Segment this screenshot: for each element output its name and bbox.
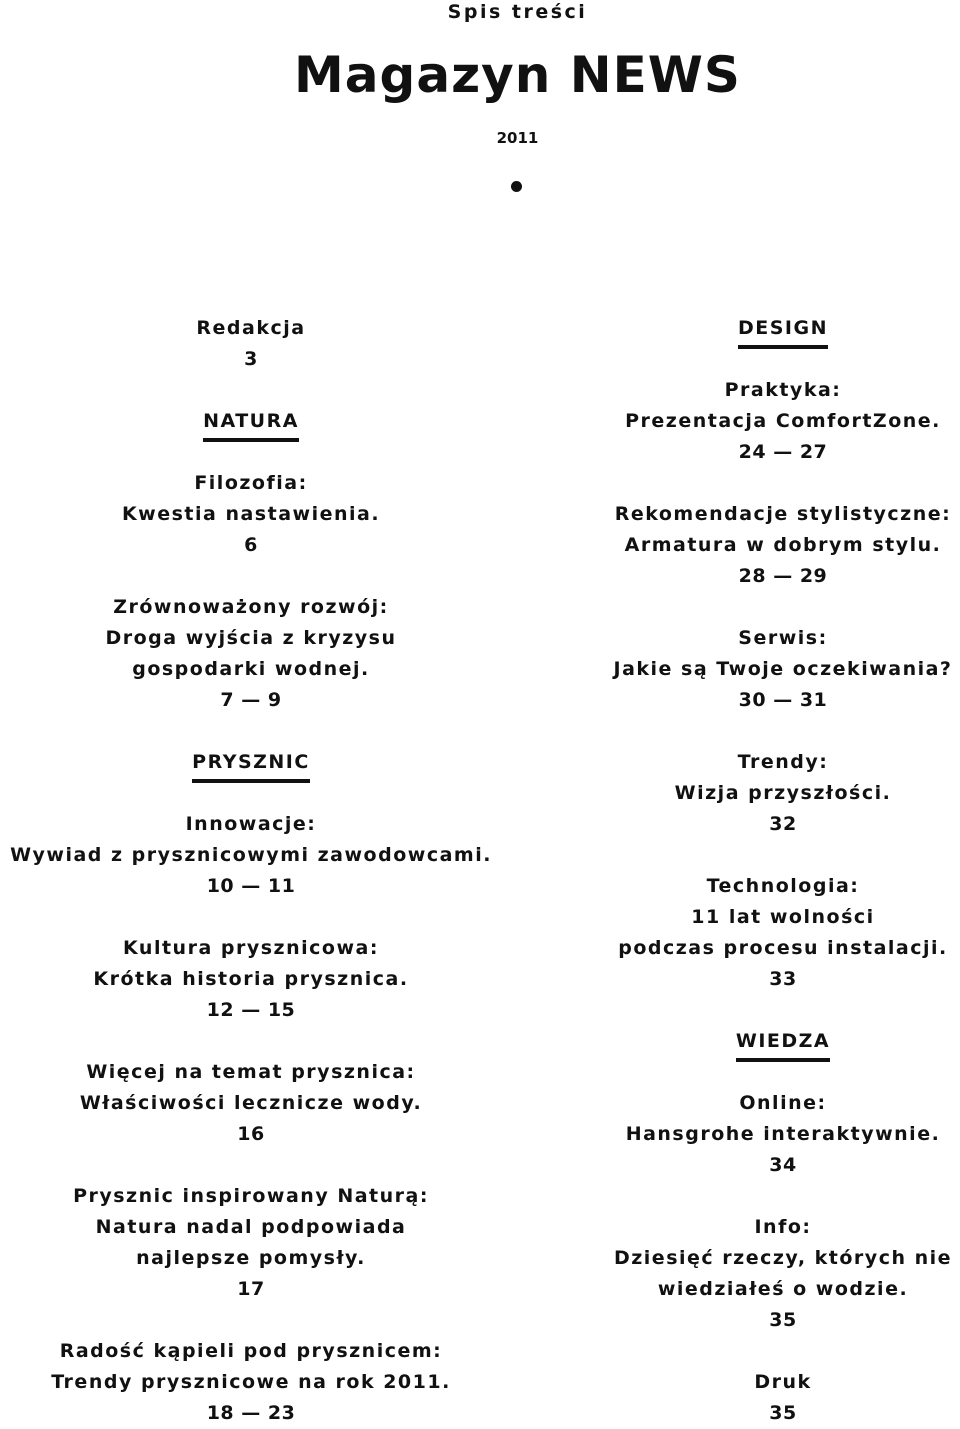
- toc-entry-filozofia[interactable]: [122, 468, 380, 561]
- entry-title: Krótka historia prysznica.: [93, 968, 409, 990]
- entry-category: Technologia:: [706, 875, 860, 897]
- entry-category: Radość kąpieli pod prysznicem:: [59, 1340, 443, 1362]
- entry-title: Prezentacja ComfortZone.: [625, 410, 941, 432]
- toc-entry-kultura-prysznicowa[interactable]: [93, 933, 408, 1026]
- bullet-dot-icon: [511, 181, 522, 192]
- toc-entry-trendy[interactable]: [675, 747, 892, 840]
- toc-entry-online[interactable]: [626, 1088, 941, 1181]
- toc-left-column: [1, 313, 501, 1429]
- entry-page-number: 16: [237, 1123, 265, 1145]
- contents-kicker: Spis treści: [447, 1, 588, 23]
- entry-title: Wizja przyszłości.: [674, 782, 892, 804]
- entry-category: Więcej na temat prysznica:: [86, 1061, 416, 1083]
- entry-page-number: 34: [769, 1154, 797, 1176]
- toc-entry-technologia[interactable]: [618, 871, 948, 995]
- entry-category: Info:: [754, 1216, 812, 1238]
- entry-category: Prysznic inspirowany Naturą:: [73, 1185, 429, 1207]
- entry-label: Redakcja: [196, 317, 306, 339]
- entry-page-number: 18 — 23: [206, 1402, 296, 1424]
- entry-title: Kwestia nastawienia.: [121, 503, 381, 525]
- entry-page-number: 32: [769, 813, 797, 835]
- section-heading-wiedza: WIEDZA: [736, 1026, 830, 1062]
- entry-category: Zrównoważony rozwój:: [113, 596, 389, 618]
- toc-right-column: [533, 313, 960, 1429]
- entry-category: Trendy:: [737, 751, 829, 773]
- toc-entry-wiecej-o-prysznicu[interactable]: [80, 1057, 422, 1150]
- entry-page-number: 30 — 31: [738, 689, 828, 711]
- entry-category: Praktyka:: [724, 379, 842, 401]
- entry-title: 11 lat wolności: [691, 906, 875, 928]
- toc-entry-innowacje[interactable]: [10, 809, 492, 902]
- entry-title: Droga wyjścia z kryzysu: [105, 627, 397, 649]
- entry-page-number: 6: [244, 534, 258, 556]
- toc-entry-radosc-kapieli[interactable]: [51, 1336, 451, 1429]
- entry-title: Dziesięć rzeczy, których nie: [613, 1247, 953, 1269]
- entry-page-number: 7 — 9: [220, 689, 282, 711]
- section-heading-natura: NATURA: [203, 406, 299, 442]
- entry-title: Natura nadal podpowiada: [95, 1216, 407, 1238]
- entry-page-number: 33: [769, 968, 797, 990]
- entry-page-number: 35: [769, 1402, 797, 1424]
- entry-category: Kultura prysznicowa:: [123, 937, 379, 959]
- entry-title: gospodarki wodnej.: [132, 658, 370, 680]
- entry-title: najlepsze pomysły.: [136, 1247, 366, 1269]
- toc-entry-info[interactable]: [614, 1212, 952, 1336]
- entry-title: Wywiad z prysznicowymi zawodowcami.: [10, 844, 492, 866]
- entry-category: Serwis:: [738, 627, 828, 649]
- section-heading-design: DESIGN: [738, 313, 828, 349]
- toc-entry-praktyka[interactable]: [625, 375, 941, 468]
- entry-title: Właściwości lecznicze wody.: [79, 1092, 423, 1114]
- entry-category: Rekomendacje stylistyczne:: [614, 503, 952, 525]
- entry-category: Filozofia:: [194, 472, 308, 494]
- entry-title: podczas procesu instalacji.: [618, 937, 948, 959]
- entry-title: Armatura w dobrym stylu.: [624, 534, 942, 556]
- entry-page-number: 17: [237, 1278, 265, 1300]
- entry-label: Druk: [754, 1371, 812, 1393]
- toc-entry-redakcja[interactable]: [196, 313, 305, 375]
- entry-page-number: 35: [769, 1309, 797, 1331]
- toc-entry-zrownowazony-rozwoj[interactable]: [105, 592, 396, 716]
- entry-title: Jakie są Twoje oczekiwania?: [613, 658, 953, 680]
- entry-page-number: 24 — 27: [738, 441, 828, 463]
- toc-entry-rekomendacje[interactable]: [615, 499, 952, 592]
- entry-page-number: 28 — 29: [738, 565, 828, 587]
- entry-title: Hansgrohe interaktywnie.: [625, 1123, 941, 1145]
- toc-entry-druk[interactable]: [754, 1367, 811, 1429]
- entry-title: wiedziałeś o wodzie.: [657, 1278, 909, 1300]
- entry-page-number: 12 — 15: [206, 999, 296, 1021]
- entry-category: Innowacje:: [185, 813, 317, 835]
- issue-year: 2011: [496, 129, 539, 147]
- entry-title: Trendy prysznicowe na rok 2011.: [51, 1371, 451, 1393]
- section-heading-prysznic: PRYSZNIC: [192, 747, 310, 783]
- toc-entry-prysznic-inspirowany[interactable]: [73, 1181, 429, 1305]
- magazine-title: Magazyn NEWS: [294, 46, 741, 104]
- entry-category: Online:: [739, 1092, 827, 1114]
- entry-page-number: 3: [244, 348, 258, 370]
- entry-page-number: 10 — 11: [206, 875, 296, 897]
- toc-entry-serwis[interactable]: [614, 623, 953, 716]
